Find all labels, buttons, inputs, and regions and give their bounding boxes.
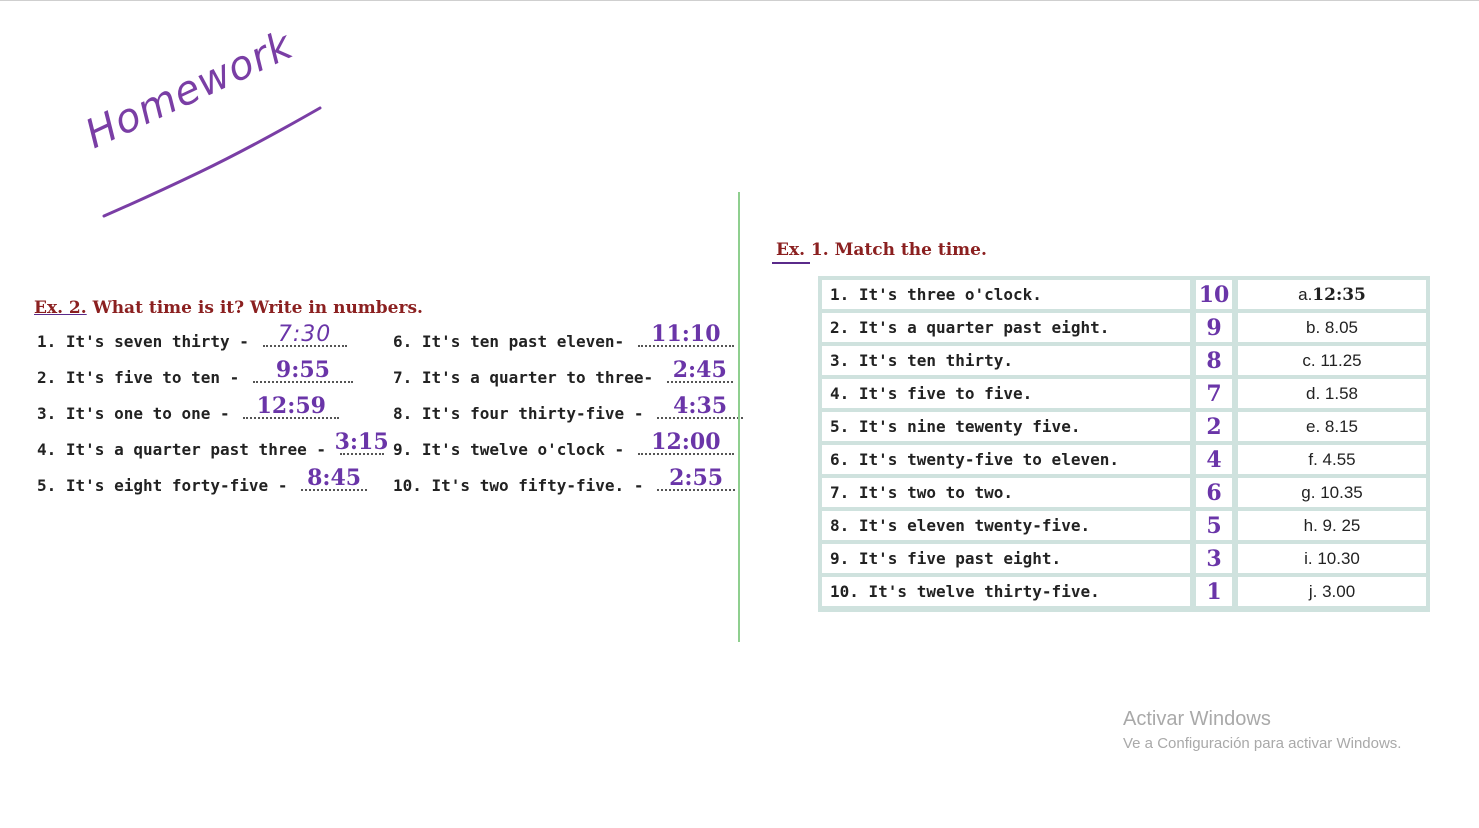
- ex2-answer-1: 7:30: [277, 322, 332, 347]
- ex2-item-4: 4. It's a quarter past three - 3:15: [37, 429, 389, 459]
- ex2-answer-4: 3:15: [334, 429, 389, 455]
- answer-cell[interactable]: 8: [1196, 346, 1232, 375]
- answer-cell[interactable]: 1: [1196, 577, 1232, 606]
- ex1-instruction: Match the time.: [834, 240, 987, 260]
- table-row: [822, 412, 1426, 441]
- time-cell: d. 1.58: [1238, 379, 1426, 408]
- time-cell: g. 10.35: [1238, 478, 1426, 507]
- table-row: [822, 511, 1426, 540]
- answer-cell[interactable]: 4: [1196, 445, 1232, 474]
- ex2-title: [34, 298, 423, 318]
- ex2-item-10: 10. It's two fifty-five. - 2:55: [393, 475, 735, 495]
- table-row: [822, 379, 1426, 408]
- table-row: [822, 577, 1426, 606]
- ex2-answer-10: 2:55: [669, 465, 724, 491]
- time-cell: c. 11.25: [1238, 346, 1426, 375]
- homework-underline: [0, 0, 340, 230]
- match-table: [818, 276, 1430, 612]
- answer-blank[interactable]: [638, 429, 734, 455]
- ex2-item-6: 6. It's ten past eleven- 11:10: [393, 331, 734, 351]
- phrase-cell: 3. It's ten thirty.: [822, 346, 1190, 375]
- time-cell: h. 9. 25: [1238, 511, 1426, 540]
- ex2-item-5: 5. It's eight forty-five - 8:45: [37, 475, 367, 495]
- table-row: [822, 346, 1426, 375]
- ex2-answer-2: 9:55: [275, 357, 330, 383]
- answer-blank[interactable]: [263, 322, 347, 347]
- table-row: [822, 445, 1426, 474]
- phrase-cell: 5. It's nine tewenty five.: [822, 412, 1190, 441]
- answer-blank[interactable]: [638, 321, 734, 347]
- ex2-item-7: 7. It's a quarter to three- 2:45: [393, 367, 733, 387]
- time-cell: j. 3.00: [1238, 577, 1426, 606]
- vertical-divider: [738, 192, 740, 642]
- time-cell: a. 12:35: [1238, 280, 1426, 309]
- answer-blank[interactable]: [657, 393, 743, 419]
- activation-watermark-subtitle: Ve a Configuración para activar Windows.: [1123, 735, 1402, 752]
- ex2-item-1: 1. It's seven thirty - 7:30: [37, 331, 347, 351]
- ex2-answer-3: 12:59: [256, 393, 326, 419]
- answer-cell[interactable]: 9: [1196, 313, 1232, 342]
- phrase-cell: 2. It's a quarter past eight.: [822, 313, 1190, 342]
- phrase-cell: 4. It's five to five.: [822, 379, 1190, 408]
- answer-cell[interactable]: 5: [1196, 511, 1232, 540]
- time-cell: f. 4.55: [1238, 445, 1426, 474]
- phrase-cell: 1. It's three o'clock.: [822, 280, 1190, 309]
- ex2-item-8: 8. It's four thirty-five - 4:35: [393, 403, 743, 423]
- time-cell: b. 8.05: [1238, 313, 1426, 342]
- ex1-number: Ex. 1.: [776, 240, 829, 260]
- answer-cell[interactable]: 2: [1196, 412, 1232, 441]
- ex2-item-9: 9. It's twelve o'clock - 12:00: [393, 439, 734, 459]
- table-row: [822, 280, 1426, 309]
- ex2-answer-5: 8:45: [307, 465, 362, 491]
- ex1-title: [776, 240, 987, 260]
- answer-cell[interactable]: 7: [1196, 379, 1232, 408]
- ex2-item-3: 3. It's one to one - 12:59: [37, 403, 339, 423]
- table-row: [822, 313, 1426, 342]
- ex1-number-underline: [772, 262, 810, 264]
- ex2-instruction: What time is it? Write in numbers.: [92, 298, 423, 318]
- phrase-cell: 6. It's twenty-five to eleven.: [822, 445, 1190, 474]
- phrase-cell: 7. It's two to two.: [822, 478, 1190, 507]
- answer-cell[interactable]: 10: [1196, 280, 1232, 309]
- answer-blank[interactable]: [301, 465, 367, 491]
- phrase-cell: 10. It's twelve thirty-five.: [822, 577, 1190, 606]
- activation-watermark-title: Activar Windows: [1123, 708, 1271, 730]
- answer-blank[interactable]: [243, 393, 339, 419]
- ex2-answer-6: 11:10: [651, 321, 721, 347]
- ex2-item-2: 2. It's five to ten - 9:55: [37, 367, 353, 387]
- time-cell: e. 8.15: [1238, 412, 1426, 441]
- table-row: [822, 544, 1426, 573]
- table-row: [822, 478, 1426, 507]
- time-cell: i. 10.30: [1238, 544, 1426, 573]
- answer-blank[interactable]: [667, 357, 733, 383]
- ex2-answer-9: 12:00: [651, 429, 721, 455]
- answer-cell[interactable]: 3: [1196, 544, 1232, 573]
- ex2-answer-7: 2:45: [672, 357, 727, 383]
- answer-cell[interactable]: 6: [1196, 478, 1232, 507]
- answer-blank[interactable]: [334, 429, 389, 455]
- answer-blank[interactable]: [657, 465, 735, 491]
- phrase-cell: 8. It's eleven twenty-five.: [822, 511, 1190, 540]
- answer-blank[interactable]: [253, 357, 353, 383]
- phrase-cell: 9. It's five past eight.: [822, 544, 1190, 573]
- ex2-answer-8: 4:35: [673, 393, 728, 419]
- ex2-number: Ex. 2.: [34, 298, 87, 318]
- homework-handwriting: Homework: [78, 22, 301, 159]
